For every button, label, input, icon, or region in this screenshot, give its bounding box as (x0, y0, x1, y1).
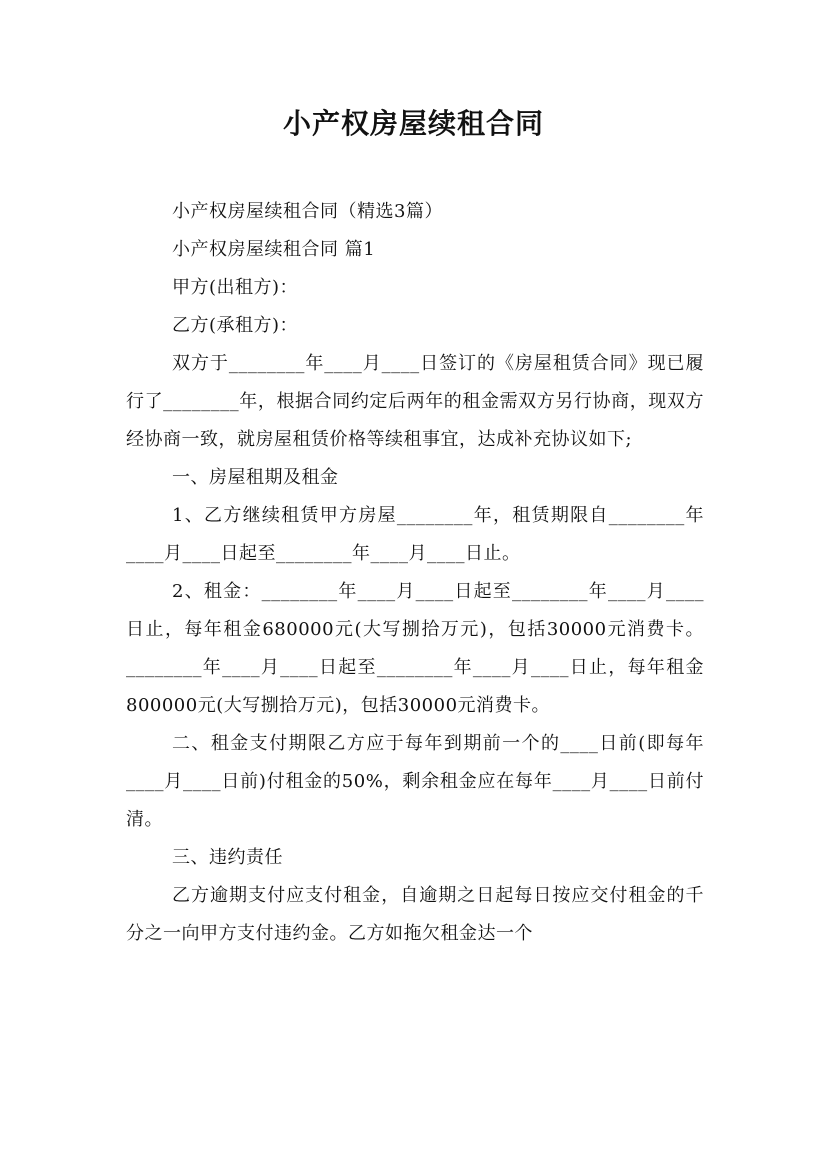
paragraph-clause-1-2: 2、租金：________年____月____日起至________年____月____日止，每年租金680000元(大写捌拾万元)，包括30000元消费卡。________年____月____日起至________年____月____日止，每年租金800000元(大写捌拾万元)，包括30000元消费卡。 (126, 581, 704, 716)
paragraph-clause-1-1: 1、乙方继续租赁甲方房屋________年，租赁期限自________年____月____日起至________年____月____日止。 (126, 505, 704, 564)
document-title: 小产权房屋续租合同 (282, 107, 544, 140)
paragraph-clause-3-body: 乙方逾期支付应支付租金，自逾期之日起每日按应交付租金的千分之一向甲方支付违约金。乙方如拖欠租金达一个 (126, 885, 704, 944)
paragraph-clause-2: 二、租金支付期限乙方应于每年到期前一个的____日前(即每年____月____日前)付租金的50%，剩余租金应在每年____月____日前付清。 (126, 733, 704, 830)
paragraph-clause-1-heading: 一、房屋租期及租金 (172, 467, 339, 488)
paragraph-section-heading: 小产权房屋续租合同 篇1 (172, 239, 376, 260)
paragraph-preamble: 双方于________年____月____日签订的《房屋租赁合同》现已履行了________年，根据合同约定后两年的租金需双方另行协商，现双方经协商一致，就房屋租赁价格等续租事宜，达成补充协议如下; (126, 353, 704, 450)
document-body (126, 193, 704, 953)
paragraph-subtitle: 小产权房屋续租合同（精选3篇） (172, 201, 443, 222)
paragraph-party-b: 乙方(承租方)： (172, 315, 299, 336)
paragraph-party-a: 甲方(出租方)： (172, 277, 299, 298)
paragraph-clause-3-heading: 三、违约责任 (172, 847, 283, 868)
